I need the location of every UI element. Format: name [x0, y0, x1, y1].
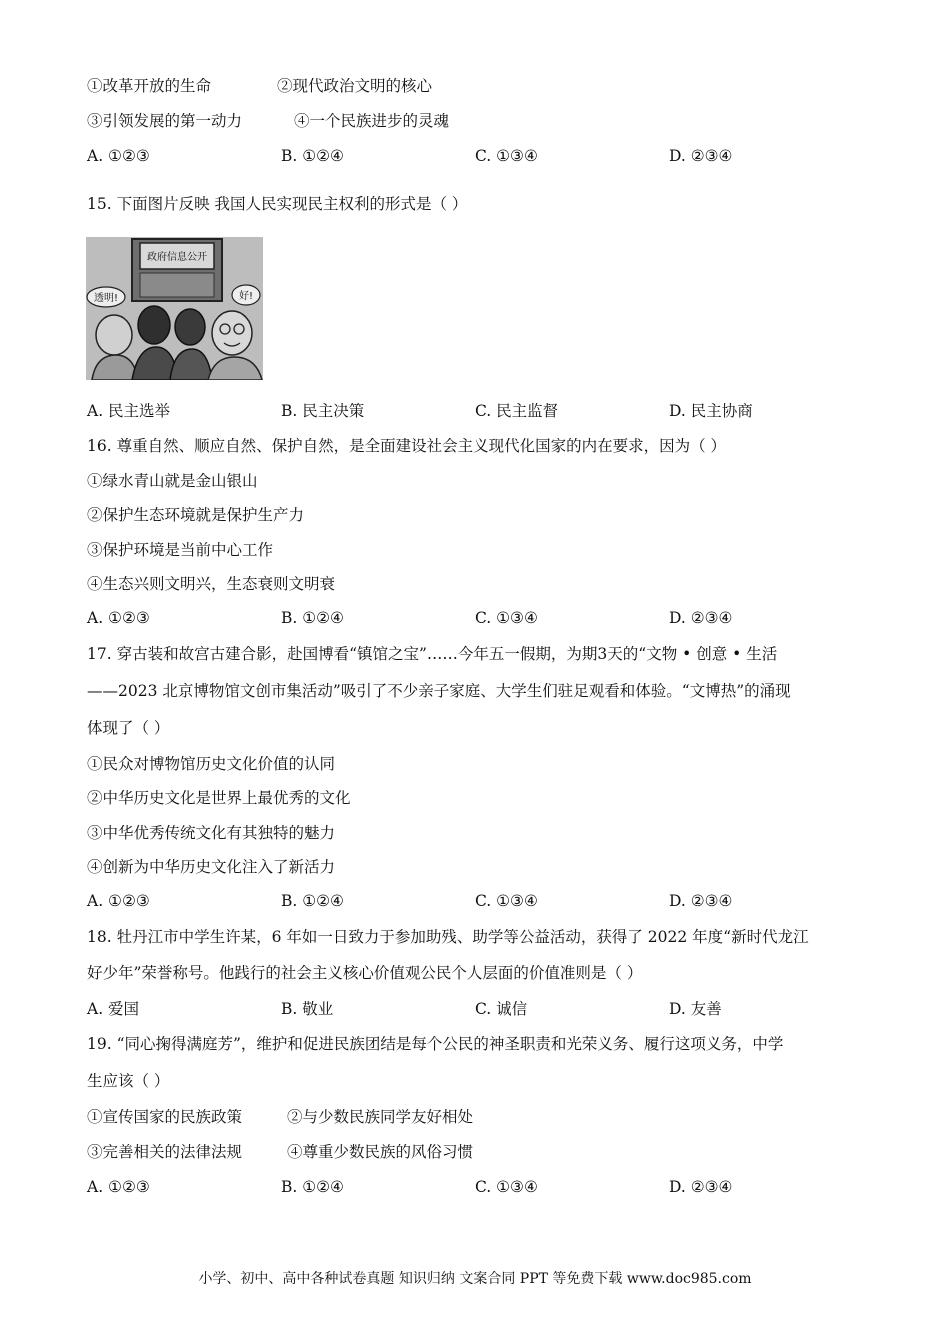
q18-stem-line-2: 好少年”荣誉称号。他践行的社会主义核心价值观公民个人层面的价值准则是（ ） — [87, 964, 643, 982]
q16-item-3: ③保护环境是当前中心工作 — [87, 541, 274, 559]
q15-option-d[interactable]: D. 民主协商 — [669, 402, 753, 420]
q19-option-b[interactable]: B. ①②④ — [281, 1178, 344, 1196]
q15-option-c[interactable]: C. 民主监督 — [475, 402, 559, 420]
q16-option-a[interactable]: A. ①②③ — [87, 609, 150, 627]
q19-item-4: ④尊重少数民族的风俗习惯 — [287, 1143, 474, 1161]
q14-option-d[interactable]: D. ②③④ — [669, 147, 733, 165]
q17-option-b[interactable]: B. ①②④ — [281, 892, 344, 910]
q17-item-2: ②中华历史文化是世界上最优秀的文化 — [87, 789, 351, 807]
q19-item-3: ③完善相关的法律法规 — [87, 1143, 243, 1161]
q17-item-4: ④创新为中华历史文化注入了新活力 — [87, 858, 336, 876]
q15-option-b[interactable]: B. 民主决策 — [281, 402, 365, 420]
q17-item-1: ①民众对博物馆历史文化价值的认同 — [87, 755, 336, 773]
q17-option-a[interactable]: A. ①②③ — [87, 892, 150, 910]
q14-option-b[interactable]: B. ①②④ — [281, 147, 344, 165]
q18-options — [87, 999, 867, 1019]
q19-item-1: ①宣传国家的民族政策 — [87, 1108, 243, 1126]
q19-option-a[interactable]: A. ①②③ — [87, 1178, 150, 1196]
q14-item-4: ④一个民族进步的灵魂 — [294, 112, 450, 130]
q16-options — [87, 608, 867, 628]
q17-stem-line-1: 17. 穿古装和故宫古建合影，赴国博看“镇馆之宝”……今年五一假期，为期3天的“文物 • 创意 • 生活 — [87, 645, 778, 663]
q17-item-3: ③中华优秀传统文化有其独特的魅力 — [87, 824, 336, 842]
q19-stem-line-1: 19. “同心掬得满庭芳”，维护和促进民族团结是每个公民的神圣职责和光荣义务、履行这项义务，中学 — [87, 1035, 784, 1053]
q14-items-row-2 — [87, 111, 687, 131]
q16-item-2: ②保护生态环境就是保护生产力 — [87, 506, 305, 524]
page-footer: 小学、初中、高中各种试卷真题 知识归纳 文案合同 PPT 等免费下载 www.doc985.com — [198, 1271, 752, 1287]
q19-items-row-2 — [87, 1142, 687, 1162]
right-bubble-text: 好! — [238, 291, 254, 302]
q15-cartoon-figure — [86, 237, 263, 380]
q17-option-c[interactable]: C. ①③④ — [475, 892, 538, 910]
q18-option-b[interactable]: B. 敬业 — [281, 1000, 334, 1018]
q19-option-d[interactable]: D. ②③④ — [669, 1178, 733, 1196]
cartoon-illustration — [86, 237, 263, 380]
q14-item-3: ③引领发展的第一动力 — [87, 112, 243, 130]
left-bubble-text: 透明! — [93, 293, 119, 304]
q14-options — [87, 146, 867, 166]
q15-options — [87, 401, 867, 421]
q16-item-1: ①绿水青山就是金山银山 — [87, 472, 258, 490]
q18-option-c[interactable]: C. 诚信 — [475, 1000, 528, 1018]
q18-stem-line-1: 18. 牡丹江市中学生许某，6 年如一日致力于参加助残、助学等公益活动，获得了 2022 年度“新时代龙江 — [87, 928, 809, 946]
q15-stem: 15. 下面图片反映 我国人民实现民主权利的形式是（ ） — [87, 195, 468, 213]
q17-option-d[interactable]: D. ②③④ — [669, 892, 733, 910]
q17-options — [87, 891, 867, 911]
q14-option-a[interactable]: A. ①②③ — [87, 147, 150, 165]
q16-option-d[interactable]: D. ②③④ — [669, 609, 733, 627]
q18-option-d[interactable]: D. 友善 — [669, 1000, 722, 1018]
q17-stem-line-3: 体现了（ ） — [87, 719, 170, 737]
q15-option-a[interactable]: A. 民主选举 — [87, 402, 171, 420]
q16-option-c[interactable]: C. ①③④ — [475, 609, 538, 627]
q14-item-2: ②现代政治文明的核心 — [277, 77, 433, 95]
q14-option-c[interactable]: C. ①③④ — [475, 147, 538, 165]
q16-option-b[interactable]: B. ①②④ — [281, 609, 344, 627]
q14-item-1: ①改革开放的生命 — [87, 77, 212, 95]
q18-option-a[interactable]: A. 爱国 — [87, 1000, 140, 1018]
q19-options — [87, 1177, 867, 1197]
q16-stem: 16. 尊重自然、顺应自然、保护自然，是全面建设社会主义现代化国家的内在要求，因为（ ） — [87, 437, 727, 455]
q17-stem-line-2: ——2023 北京博物馆文创市集活动”吸引了不少亲子家庭、大学生们驻足观看和体验。“文博热”的涌现 — [87, 682, 791, 700]
q16-item-4: ④生态兴则文明兴，生态衰则文明衰 — [87, 575, 336, 593]
q19-stem-line-2: 生应该（ ） — [87, 1072, 170, 1090]
q14-items-row-1 — [87, 76, 687, 96]
q19-option-c[interactable]: C. ①③④ — [475, 1178, 538, 1196]
board-sign-text: 政府信息公开 — [147, 252, 207, 263]
q19-items-row-1 — [87, 1107, 687, 1127]
q19-item-2: ②与少数民族同学友好相处 — [287, 1108, 474, 1126]
